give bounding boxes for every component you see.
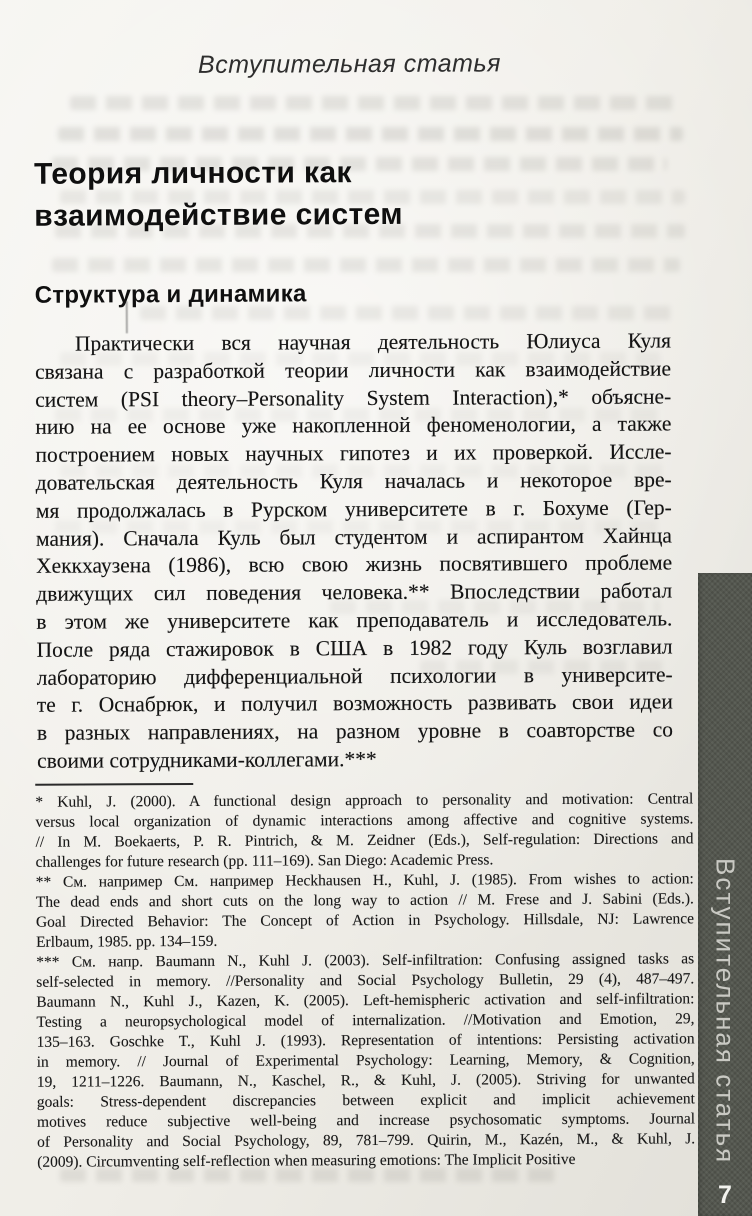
- page-number: 7: [718, 1181, 732, 1209]
- text-line: versus local organization of dynamic interactions among affective and cognitive systems.: [35, 810, 694, 831]
- text-line: Goal Directed Behavior: The Concept of Action in Psychology. Hillsdale, NJ: Lawrence: [35, 910, 694, 931]
- text-line: в разных направлениях, на разном уровне в соавторстве со: [36, 717, 674, 745]
- text-line: 19, 1211–1226. Baumann, N., Kaschel, R., & Kuhl, J. (2005). Striving for unwanted: [36, 1070, 695, 1091]
- chapter-tab-label: Вступительная статья: [710, 857, 741, 1164]
- text-line: в этом же университете как преподаватель и исследователь.: [36, 606, 673, 634]
- article-title: [34, 151, 654, 238]
- text-line: построением новых научных гипотез и их проверкой. Иссле-: [35, 439, 672, 467]
- article-title-line-2: взаимодействие систем: [34, 197, 404, 233]
- text-line: of Personality and Social Psychology, 89, 781–799. Quirin, M., Kazén, M., & Kuhl, J.: [37, 1130, 696, 1151]
- text-line: систем (PSI theory–Personality System Interaction),* объясне-: [35, 384, 672, 412]
- scratch-artifact: [126, 301, 128, 333]
- text-line: ** См. например См. например Heckhausen H., Kuhl, J. (1985). From wishes to action:: [35, 870, 694, 891]
- text-line: мания). Сначала Куль был студентом и аспирантом Хайнца: [35, 523, 673, 551]
- chapter-tab: [698, 573, 752, 1216]
- text-line: motives reduce subjective well-being and increase psychosomatic symptoms. Journal: [36, 1110, 696, 1131]
- text-line: те г. Оснабрюк, и получил возможность развивать свои идеи: [36, 689, 673, 718]
- text-line: in memory. // Journal of Experimental Psychology: Learning, Memory, & Cognition,: [36, 1050, 695, 1071]
- text-line: движущих сил поведения человека.** Впоследствии работал: [36, 578, 673, 606]
- body-paragraph: [35, 327, 673, 775]
- text-line: мя продолжалась в Рурском университете в г. Бохуме (Гер-: [35, 495, 672, 523]
- text-line: нию на ее основе уже накопленной феноменологии, а также: [35, 411, 672, 440]
- text-line: The dead ends and short cuts on the long way to action // M. Frese and J. Sabini (Eds.).: [35, 890, 694, 911]
- text-line: goals: Stress-dependent discrepancies between explicit and implicit achievement: [36, 1090, 695, 1111]
- footnote-rule: [35, 783, 193, 786]
- running-header: Вступительная статья: [197, 49, 502, 79]
- section-heading: Структура и динамика: [34, 280, 307, 309]
- text-line: Erlbaum, 1985. pp. 134–159.: [36, 932, 218, 951]
- text-line: *** См. напр. Baumann N., Kuhl J. (2003). Self-infiltration: Confusing assigned tasks as: [36, 950, 695, 971]
- text-line: challenges for future research (pp. 111–169). San Diego: Academic Press.: [35, 851, 494, 871]
- text-line: // In M. Boekaerts, P. R. Pintrich, & M. Zeidner (Eds.), Self-regulation: Directions and: [35, 830, 694, 851]
- text-line: лабораторию дифференциальной психологии в университе-: [36, 662, 673, 690]
- footnote-3: [36, 949, 695, 1172]
- text-line: Baumann N., Kuhl J., Kazen, K. (2005). Left-hemispheric activation and self-infiltration:: [36, 990, 695, 1011]
- text-line: Testing a neuropsychological model of internalization. //Motivation and Emotion, 29,: [36, 1010, 695, 1031]
- text-line: своими сотрудниками-коллегами.***: [37, 746, 377, 773]
- text-line: (2009). Circumventing self-reflection when measuring emotions: The Implicit Positive: [37, 1150, 576, 1171]
- text-line: После ряда стажировок в США в 1982 году Куль возглавил: [36, 634, 673, 662]
- text-line: связана с разработкой теории личности как взаимодействие: [35, 356, 672, 384]
- footnote-2: [36, 869, 694, 952]
- article-title-line-1: Теория личности как: [33, 156, 353, 191]
- footnote-1: [35, 789, 693, 872]
- text-line: Хеккхаузена (1986), всю свою жизнь посвятившего проблеме: [36, 550, 673, 579]
- text-line: self-selected in memory. //Personality and Social Psychology Bulletin, 29 (4), 487–497.: [36, 970, 695, 991]
- text-line: Практически вся научная деятельность Юлиуса Куля: [74, 328, 671, 356]
- footnotes: [35, 789, 695, 1172]
- text-line: довательская деятельность Куля началась и некоторое вре-: [35, 467, 672, 495]
- text-line: 135–163. Goschke T., Kuhl J. (1993). Representation of intentions: Persisting activation: [36, 1030, 695, 1051]
- text-line: * Kuhl, J. (2000). A functional design approach to personality and motivation: Central: [35, 790, 694, 811]
